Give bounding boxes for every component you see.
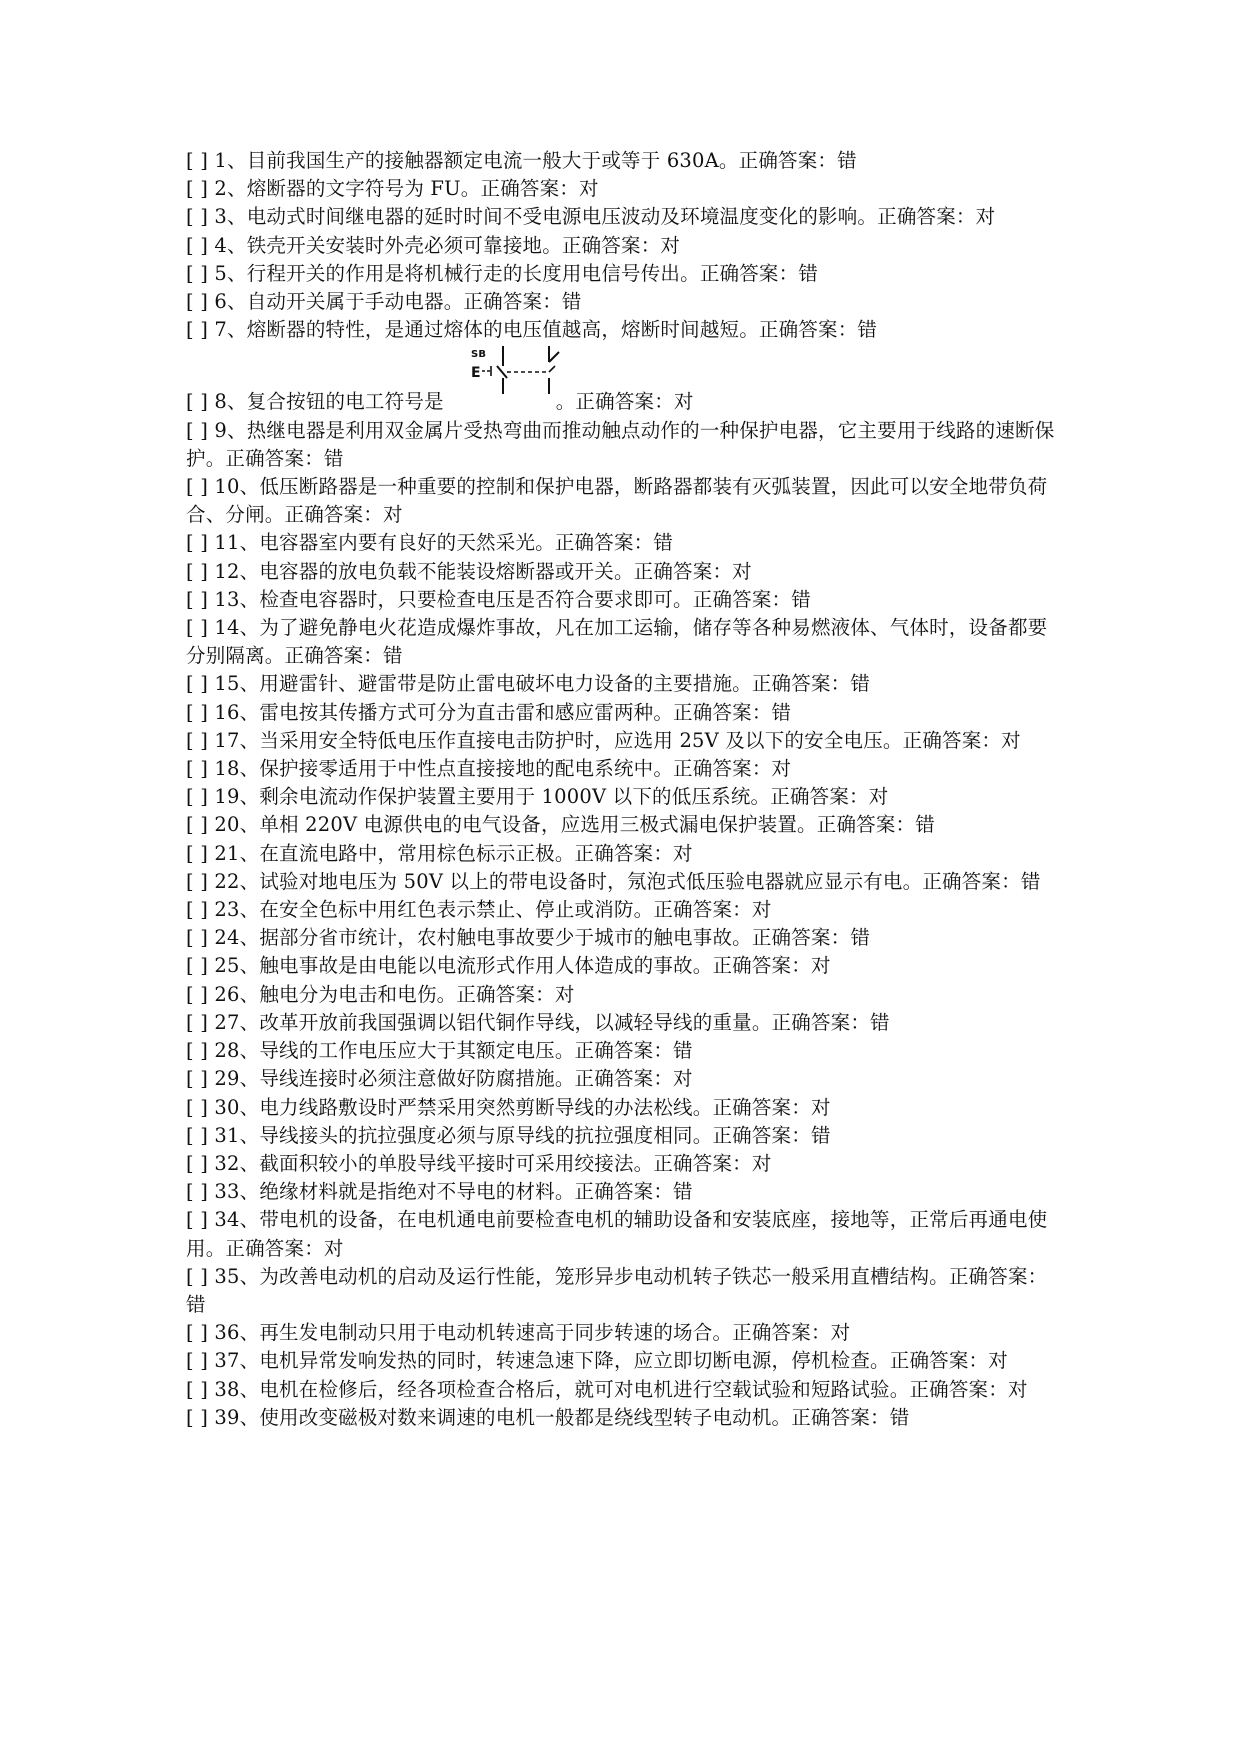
answer-bracket: [ ] <box>186 290 209 314</box>
question-item <box>186 417 1066 473</box>
question-number: 23 <box>214 898 240 922</box>
answer-bracket: [ ] <box>186 898 209 922</box>
answer-bracket: [ ] <box>186 869 209 893</box>
question-text: 、再生发电制动只用于电动机转速高于同步转速的场合。正确答案：对 <box>239 1321 851 1345</box>
question-number: 11 <box>214 531 240 555</box>
symbol-prefix: E <box>471 365 481 382</box>
question-text: 、行程开关的作用是将机械行走的长度用电信号传出。正确答案：错 <box>227 261 819 285</box>
question-text: 、在直流电路中，常用棕色标示正极。正确答案：对 <box>239 841 693 865</box>
question-text: 、导线接头的抗拉强度必须与原导线的抗拉强度相同。正确答案：错 <box>239 1123 831 1147</box>
question-number: 15 <box>214 672 240 696</box>
question-text: 、绝缘材料就是指绝对不导电的材料。正确答案：错 <box>239 1180 693 1204</box>
question-text: 、雷电按其传播方式可分为直击雷和感应雷两种。正确答案：错 <box>239 700 792 724</box>
answer-bracket: [ ] <box>186 1321 209 1345</box>
answer-bracket: [ ] <box>186 205 209 229</box>
question-number: 26 <box>214 982 240 1006</box>
answer-bracket: [ ] <box>186 785 209 809</box>
question-list <box>186 147 1066 1432</box>
question-number: 31 <box>214 1123 240 1147</box>
question-number: 14 <box>214 616 240 640</box>
answer-bracket: [ ] <box>186 1095 209 1119</box>
question-text: 、铁壳开关安装时外壳必须可靠接地。正确答案：对 <box>227 233 681 257</box>
question-number: 30 <box>214 1095 240 1119</box>
question-item <box>186 727 1066 755</box>
question-text: 、保护接零适用于中性点直接接地的配电系统中。正确答案：对 <box>239 757 792 781</box>
question-item <box>186 1094 1066 1122</box>
question-item <box>186 783 1066 811</box>
question-item <box>186 811 1066 839</box>
question-text: 、带电机的设备，在电机通电前要检查电机的辅助设备和安装底座，接地等，正常后再通电使用。正确答案：对 <box>186 1208 1048 1260</box>
question-number: 39 <box>214 1405 240 1429</box>
question-text: 、电力线路敷设时严禁采用突然剪断导线的办法松线。正确答案：对 <box>239 1095 831 1119</box>
question-text: 、电机在检修后，经各项检查合格后，就可对电机进行空载试验和短路试验。正确答案：对 <box>239 1377 1028 1401</box>
question-text: 、当采用安全特低电压作直接电击防护时，应选用 25V 及以下的安全电压。正确答案：对 <box>239 728 1021 752</box>
answer-bracket: [ ] <box>186 982 209 1006</box>
question-number: 38 <box>214 1377 240 1401</box>
question-item <box>186 1376 1066 1404</box>
question-item <box>186 1122 1066 1150</box>
answer-bracket: [ ] <box>186 233 209 257</box>
question-text: 、为了避免静电火花造成爆炸事故，凡在加工运输，储存等各种易燃液体、气体时，设备都要分别隔离。正确答案：错 <box>186 616 1048 668</box>
answer-bracket: [ ] <box>186 926 209 950</box>
answer-bracket: [ ] <box>186 177 209 201</box>
answer-bracket: [ ] <box>186 813 209 837</box>
question-number: 25 <box>214 954 240 978</box>
question-number: 35 <box>214 1264 240 1288</box>
answer-bracket: [ ] <box>186 1180 209 1204</box>
question-item <box>186 288 1066 316</box>
question-item <box>186 1150 1066 1178</box>
question-text: 、为改善电动机的启动及运行性能，笼形异步电动机转子铁芯一般采用直槽结构。正确答案：错 <box>186 1264 1048 1316</box>
question-number: 5 <box>214 261 228 285</box>
question-number: 9 <box>214 418 228 442</box>
question-item <box>186 868 1066 896</box>
question-item <box>186 232 1066 260</box>
answer-bracket: [ ] <box>186 672 209 696</box>
answer-bracket: [ ] <box>186 390 209 414</box>
answer-bracket: [ ] <box>186 700 209 724</box>
question-item <box>186 260 1066 288</box>
answer-bracket: [ ] <box>186 1067 209 1091</box>
question-item <box>186 473 1066 529</box>
question-number: 18 <box>214 757 240 781</box>
answer-bracket: [ ] <box>186 1039 209 1063</box>
answer-bracket: [ ] <box>186 1151 209 1175</box>
question-number: 7 <box>214 318 228 342</box>
answer-bracket: [ ] <box>186 757 209 781</box>
question-text: 、剩余电流动作保护装置主要用于 1000V 以下的低压系统。正确答案：对 <box>239 785 889 809</box>
question-item <box>186 699 1066 727</box>
question-item <box>186 924 1066 952</box>
question-item <box>186 1065 1066 1093</box>
question-text: 、使用改变磁极对数来调速的电机一般都是绕线型转子电动机。正确答案：错 <box>239 1405 910 1429</box>
question-item <box>186 614 1066 670</box>
question-text: 、触电分为电击和电伤。正确答案：对 <box>239 982 575 1006</box>
question-text: 、熔断器的特性，是通过熔体的电压值越高，熔断时间越短。正确答案：错 <box>227 318 878 342</box>
answer-bracket: [ ] <box>186 1377 209 1401</box>
answer-bracket: [ ] <box>186 954 209 978</box>
answer-bracket: [ ] <box>186 587 209 611</box>
question-item <box>186 981 1066 1009</box>
question-text: 、目前我国生产的接触器额定电流一般大于或等于 630A。正确答案：错 <box>227 149 857 172</box>
question-number: 21 <box>214 841 240 865</box>
question-number: 2 <box>214 177 228 201</box>
answer-bracket: [ ] <box>186 1405 209 1429</box>
question-item <box>186 316 1066 344</box>
question-text: 、截面积较小的单股导线平接时可采用绞接法。正确答案：对 <box>239 1151 772 1175</box>
question-text: 、复合按钮的电工符号是 <box>227 390 444 414</box>
answer-bracket: [ ] <box>186 1123 209 1147</box>
question-number: 29 <box>214 1067 240 1091</box>
compound-button-symbol-icon <box>469 344 569 394</box>
question-text: 、自动开关属于手动电器。正确答案：错 <box>227 290 582 314</box>
question-item <box>186 529 1066 557</box>
question-number: 22 <box>214 869 240 893</box>
question-item <box>186 1206 1066 1262</box>
question-text: 、电容器的放电负载不能装设熔断器或开关。正确答案：对 <box>239 559 752 583</box>
question-item <box>186 1347 1066 1375</box>
question-text: 、电机异常发响发热的同时，转速急速下降，应立即切断电源，停机检查。正确答案：对 <box>239 1349 1008 1373</box>
question-number: 34 <box>214 1208 240 1232</box>
question-number: 8 <box>214 390 228 414</box>
question-number: 33 <box>214 1180 240 1204</box>
question-item <box>186 203 1066 231</box>
answer-bracket: [ ] <box>186 318 209 342</box>
answer-bracket: [ ] <box>186 531 209 555</box>
question-number: 4 <box>214 233 228 257</box>
question-item <box>186 344 1066 416</box>
question-text: 、在安全色标中用红色表示禁止、停止或消防。正确答案：对 <box>239 898 772 922</box>
question-answer: 。正确答案：对 <box>555 390 694 414</box>
question-text: 、检查电容器时，只要检查电压是否符合要求即可。正确答案：错 <box>239 587 811 611</box>
question-number: 17 <box>214 728 240 752</box>
question-number: 1 <box>214 149 228 172</box>
question-number: 12 <box>214 559 240 583</box>
answer-bracket: [ ] <box>186 149 209 172</box>
question-number: 37 <box>214 1349 240 1373</box>
answer-bracket: [ ] <box>186 475 209 499</box>
question-text: 、导线连接时必须注意做好防腐措施。正确答案：对 <box>239 1067 693 1091</box>
question-text: 、试验对地电压为 50V 以上的带电设备时，氖泡式低压验电器就应显示有电。正确答案：错 <box>239 869 1041 893</box>
question-text: 、改革开放前我国强调以铝代铜作导线，以减轻导线的重量。正确答案：错 <box>239 1010 890 1034</box>
answer-bracket: [ ] <box>186 841 209 865</box>
question-text: 、导线的工作电压应大于其额定电压。正确答案：错 <box>239 1039 693 1063</box>
question-item <box>186 586 1066 614</box>
answer-bracket: [ ] <box>186 1349 209 1373</box>
question-item <box>186 670 1066 698</box>
question-number: 19 <box>214 785 240 809</box>
answer-bracket: [ ] <box>186 418 209 442</box>
question-item <box>186 1178 1066 1206</box>
answer-bracket: [ ] <box>186 1264 209 1288</box>
question-number: 20 <box>214 813 240 837</box>
question-number: 32 <box>214 1151 240 1175</box>
question-item <box>186 1263 1066 1319</box>
answer-bracket: [ ] <box>186 616 209 640</box>
question-text: 、据部分省市统计，农村触电事故要少于城市的触电事故。正确答案：错 <box>239 926 871 950</box>
answer-bracket: [ ] <box>186 261 209 285</box>
symbol-label: SB <box>471 349 487 361</box>
question-number: 6 <box>214 290 228 314</box>
question-text: 、熔断器的文字符号为 FU。正确答案：对 <box>227 177 599 201</box>
question-text: 、触电事故是由电能以电流形式作用人体造成的事故。正确答案：对 <box>239 954 831 978</box>
question-number: 3 <box>214 205 228 229</box>
question-item <box>186 558 1066 586</box>
question-item <box>186 840 1066 868</box>
answer-bracket: [ ] <box>186 1208 209 1232</box>
question-item <box>186 1404 1066 1432</box>
question-item <box>186 1037 1066 1065</box>
question-number: 10 <box>214 475 240 499</box>
question-text: 、电动式时间继电器的延时时间不受电源电压波动及环境温度变化的影响。正确答案：对 <box>227 205 996 229</box>
question-number: 16 <box>214 700 240 724</box>
question-item <box>186 952 1066 980</box>
question-item <box>186 1319 1066 1347</box>
question-item <box>186 896 1066 924</box>
question-text: 、低压断路器是一种重要的控制和保护电器，断路器都装有灭弧装置，因此可以安全地带负荷合、分闸。正确答案：对 <box>186 475 1048 527</box>
question-text: 、用避雷针、避雷带是防止雷电破坏电力设备的主要措施。正确答案：错 <box>239 672 871 696</box>
question-number: 13 <box>214 587 240 611</box>
question-item <box>186 175 1066 203</box>
question-item <box>186 147 1066 175</box>
question-item <box>186 755 1066 783</box>
question-text: 、单相 220V 电源供电的电气设备，应选用三极式漏电保护装置。正确答案：错 <box>239 813 935 837</box>
answer-bracket: [ ] <box>186 728 209 752</box>
question-item <box>186 1009 1066 1037</box>
question-number: 36 <box>214 1321 240 1345</box>
question-text: 、热继电器是利用双金属片受热弯曲而推动触点动作的一种保护电器，它主要用于线路的速断保护。正确答案：错 <box>186 418 1055 470</box>
question-number: 27 <box>214 1010 240 1034</box>
question-number: 24 <box>214 926 240 950</box>
question-number: 28 <box>214 1039 240 1063</box>
question-text: 、电容器室内要有良好的天然采光。正确答案：错 <box>239 531 674 555</box>
answer-bracket: [ ] <box>186 559 209 583</box>
answer-bracket: [ ] <box>186 1010 209 1034</box>
